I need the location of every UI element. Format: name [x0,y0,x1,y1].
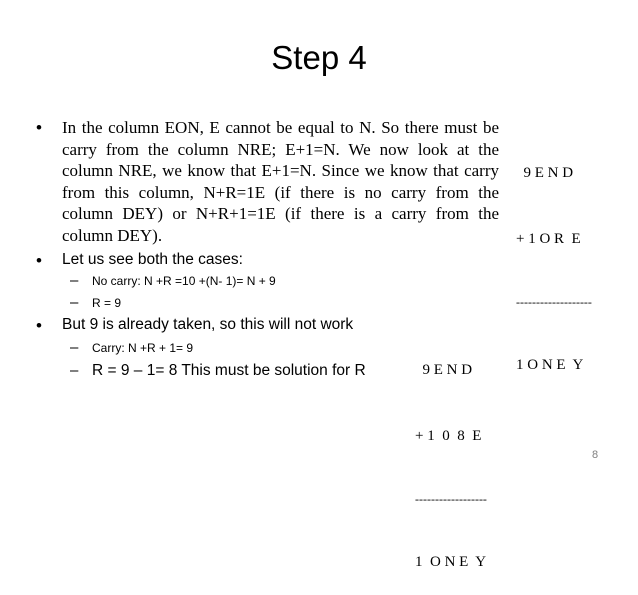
puzzle-bottom-line-1: 9 E N D [415,362,473,378]
bullet-marker-2: • [36,251,42,270]
page-number: 8 [592,449,599,461]
sub-dash-1: – [70,272,79,289]
slide-title: Step 4 [271,39,367,76]
puzzle-top-line-4: 1 O N E Y [516,357,584,373]
sub-item-r-equals-8: R = 9 – 1= 8 This must be solution for R [92,362,366,379]
sub-dash-2: – [70,294,79,311]
bullet-marker-1: • [36,118,42,137]
puzzle-top-divider: ------------------- [516,295,592,309]
sub-item-no-carry: No carry: N +R =10 +(N- 1)= N + 9 [92,274,276,288]
bullet-text-already-taken: But 9 is already taken, so this will not work [62,316,354,333]
bullet-text-cases: Let us see both the cases: [62,251,243,268]
sub-item-carry: Carry: N +R + 1= 9 [92,341,194,355]
puzzle-bottom [415,315,487,595]
puzzle-top-line-1: 9 E N D [516,165,574,181]
sub-dash-3: – [70,339,79,356]
puzzle-bottom-divider: ------------------ [415,492,487,506]
puzzle-bottom-line-4: 1 O N E Y [415,554,487,570]
puzzle-bottom-line-2: + 1 0 8 E [415,428,482,444]
sub-item-r-equals-9: R = 9 [92,296,122,310]
bullet-paragraph-eon: In the column EON, E cannot be equal to N. So there must be carry from the column NRE; E+1=N. We now look at the column NRE, we know that E+1=N. Since we know that carry from this column, N+R=1E (if there is no carry from the column DEY) or N+R+1=1E (if there is a carry from the column DEY). [62,118,499,245]
puzzle-top [516,118,592,398]
sub-dash-4: – [70,362,79,379]
puzzle-top-line-2: + 1 O R E [516,231,581,247]
bullet-marker-3: • [36,316,42,335]
